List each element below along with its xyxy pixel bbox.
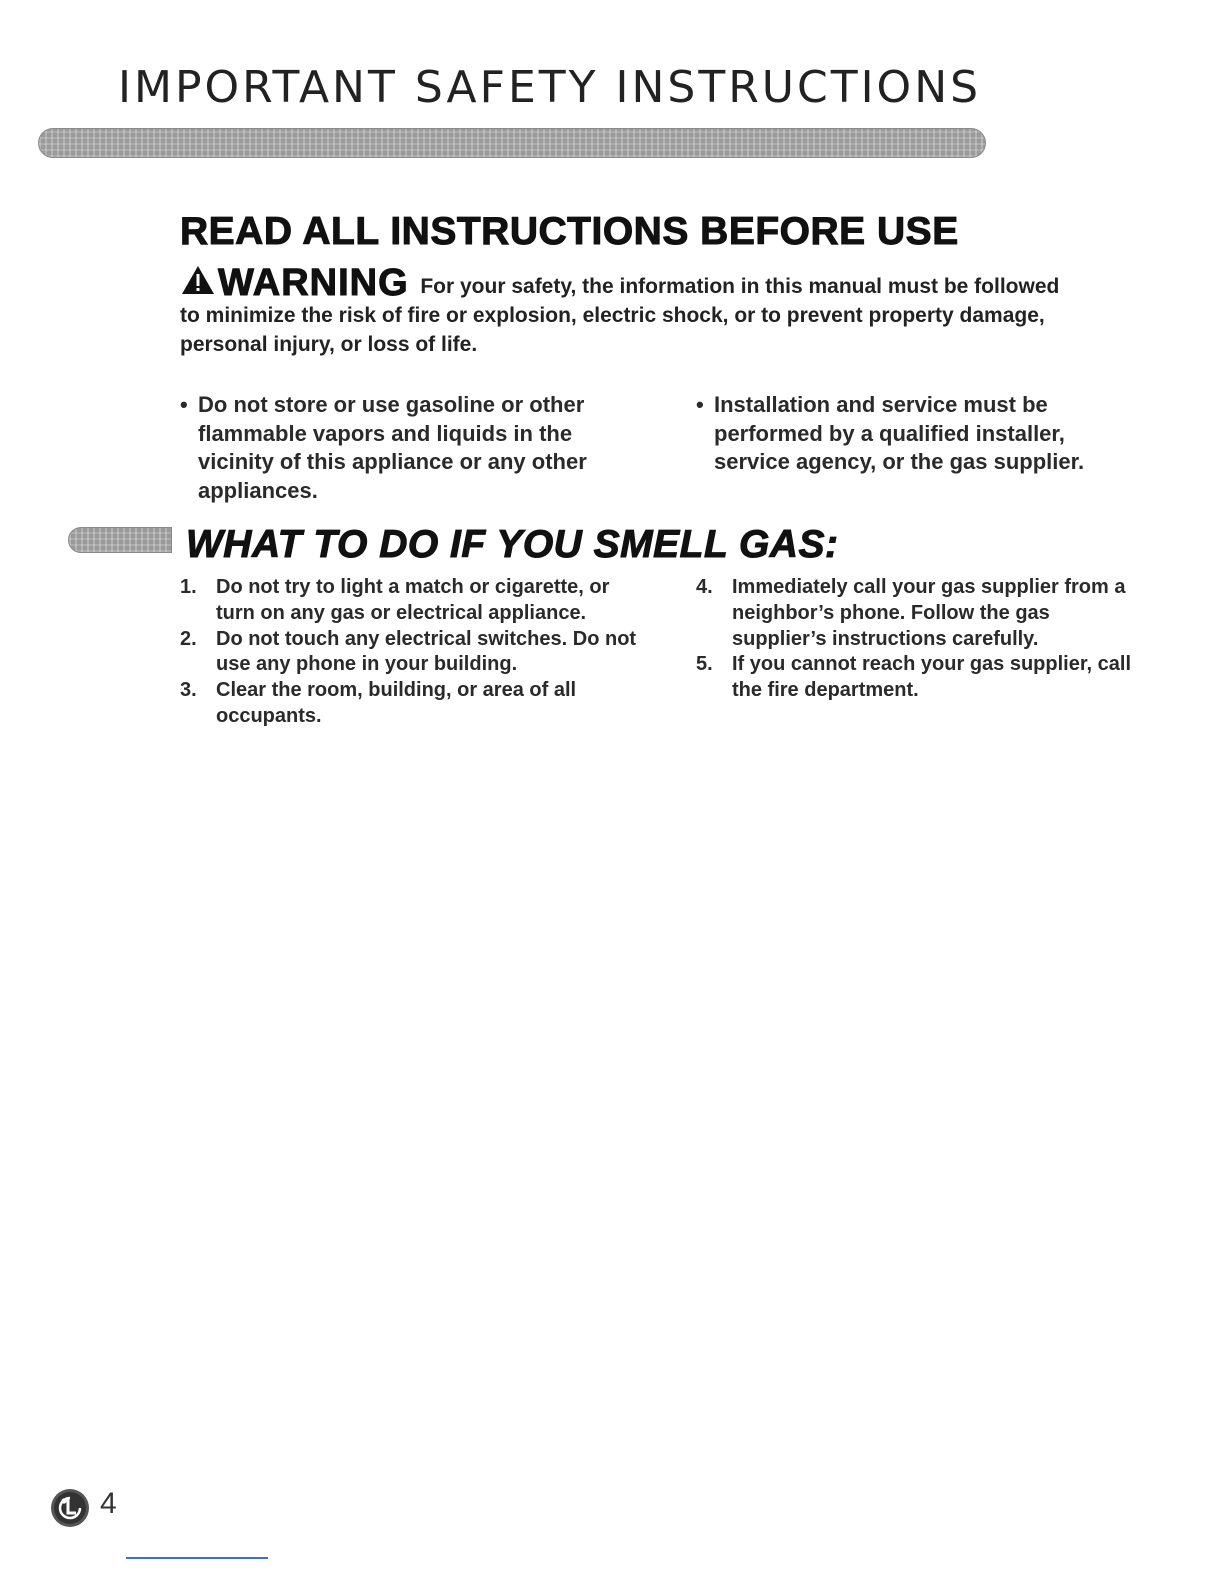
bullet-text: Installation and service must be performed by a qualified installer, service agency, or the gas supplier.	[714, 392, 1085, 474]
step-text: Clear the room, building, or area of all occupants.	[216, 679, 577, 727]
warning-triangle-icon	[180, 264, 216, 296]
step-text: Immediately call your gas supplier from a neighbor’s phone. Follow the gas supplier’s instructions carefully.	[732, 576, 1126, 650]
warning-statement	[180, 264, 1080, 359]
step-text: If you cannot reach your gas supplier, call the fire department.	[732, 653, 1132, 702]
gas-section-heading: WHAT TO DO IF YOU SMELL GAS:	[186, 523, 839, 566]
list-item	[696, 652, 1136, 704]
step-number: 2.	[180, 627, 197, 650]
bullet-dot: •	[696, 392, 704, 417]
title-decorative-bar	[38, 128, 986, 158]
gas-steps-right	[696, 575, 1136, 704]
gas-steps-left	[180, 575, 650, 730]
bullet-text: Do not store or use gasoline or other flammable vapors and liquids in the vicinity of this appliance or any other appliances.	[198, 392, 587, 503]
step-text: Do not touch any electrical switches. Do not use any phone in your building.	[216, 627, 637, 676]
step-text: Do not try to light a match or cigarette, or turn on any gas or electrical appliance.	[216, 576, 610, 624]
page-title: IMPORTANT SAFETY INSTRUCTIONS	[118, 62, 982, 113]
step-number: 3.	[180, 679, 197, 702]
step-number: 1.	[180, 576, 197, 598]
bullet-dot: •	[180, 392, 188, 417]
bullet-item	[180, 391, 640, 505]
bullet-item	[696, 391, 1126, 477]
read-instructions-heading: READ ALL INSTRUCTIONS BEFORE USE	[180, 210, 959, 253]
step-number: 5.	[696, 653, 713, 676]
step-number: 4.	[696, 576, 713, 598]
section-decorative-tab	[68, 527, 172, 553]
page-number: 4	[100, 1487, 117, 1520]
warning-label: WARNING	[218, 262, 409, 304]
warning-text: For your safety, the information in this manual must be followed to minimize the risk of fire or explosion, electric shock, or to prevent property damage, personal injury, or loss of life.	[180, 275, 1060, 356]
list-item	[180, 678, 650, 730]
list-item	[696, 575, 1136, 652]
lg-logo-icon	[50, 1488, 90, 1528]
list-item	[180, 575, 650, 627]
list-item	[180, 627, 650, 679]
footer-rule	[126, 1557, 268, 1559]
